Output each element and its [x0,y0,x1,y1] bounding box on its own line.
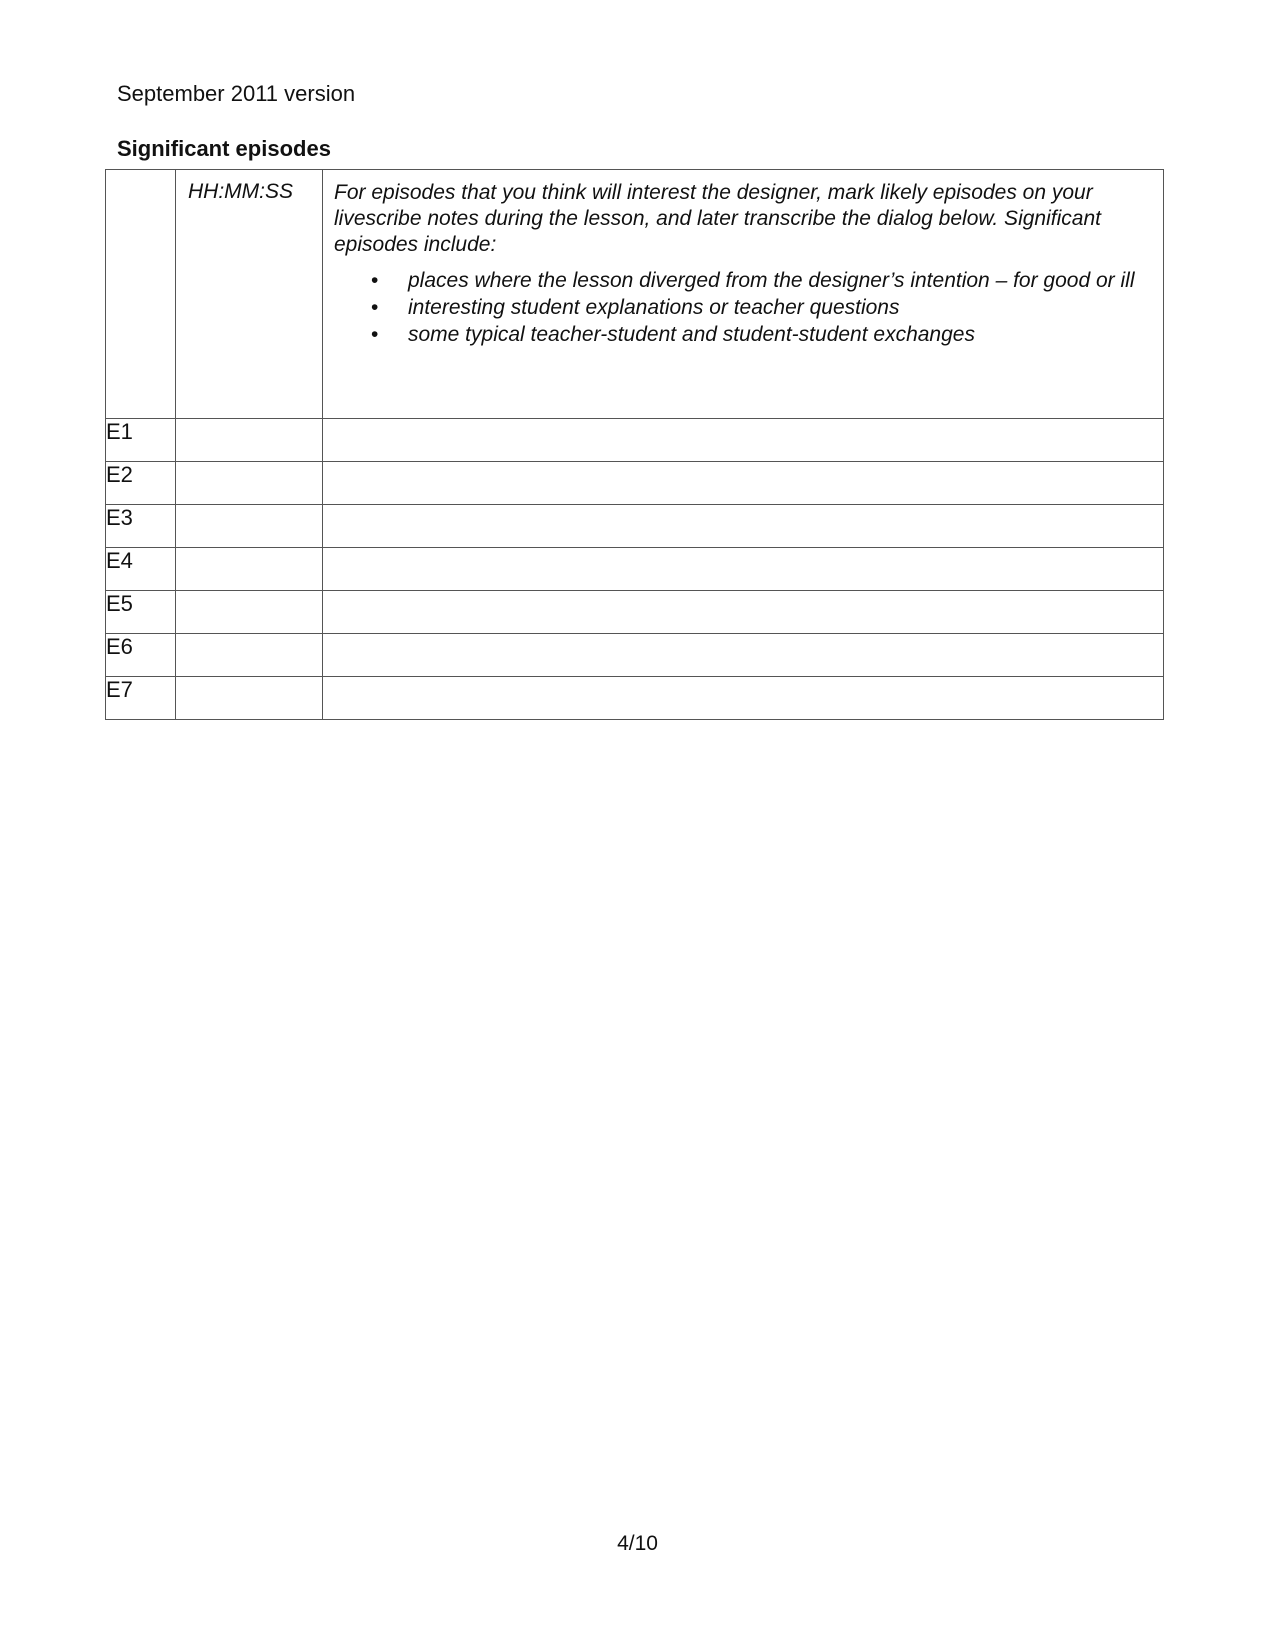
instructions-bullet-list [334,268,1153,348]
instruction-bullet: • places where the lesson diverged from the designer’s intention – for good or ill [408,268,1153,294]
episodes-table [105,169,1164,720]
episode-time-cell[interactable] [176,462,323,505]
episode-dialog-cell[interactable] [323,419,1164,462]
instruction-bullet: • interesting student explanations or teacher questions [408,295,1153,321]
episode-id: E7 [106,677,176,720]
page-number: 4/10 [617,1532,658,1555]
episode-time-cell[interactable] [176,505,323,548]
episode-time-cell[interactable] [176,591,323,634]
episode-id-header-cell [106,170,176,419]
version-note: September 2011 version [117,81,356,106]
episode-id: E3 [106,505,176,548]
episode-dialog-cell[interactable] [323,462,1164,505]
table-header-row [106,170,1164,419]
time-header-cell [176,170,323,419]
episode-time-cell[interactable] [176,419,323,462]
episode-id: E6 [106,634,176,677]
table-row [106,548,1164,591]
episode-dialog-cell[interactable] [323,677,1164,720]
episode-id: E4 [106,548,176,591]
episode-id: E1 [106,419,176,462]
instructions [323,170,1163,348]
episode-dialog-cell[interactable] [323,505,1164,548]
episode-dialog-cell[interactable] [323,634,1164,677]
table-row [106,591,1164,634]
table-row [106,677,1164,720]
table-row [106,505,1164,548]
episode-time-cell[interactable] [176,677,323,720]
episode-id: E2 [106,462,176,505]
table-row [106,462,1164,505]
episode-dialog-cell[interactable] [323,591,1164,634]
time-format-label: HH:MM:SS [188,180,293,203]
instruction-bullet: • some typical teacher-student and student-student exchanges [408,322,1153,348]
table-row [106,419,1164,462]
section-title: Significant episodes [117,136,331,161]
episode-time-cell[interactable] [176,548,323,591]
table-row [106,634,1164,677]
instructions-cell [323,170,1164,419]
instructions-intro: For episodes that you think will interest the designer, mark likely episodes on your livescribe notes during the lesson, and later transcribe the dialog below. Significant episodes include: [334,181,1101,256]
episode-id: E5 [106,591,176,634]
episode-dialog-cell[interactable] [323,548,1164,591]
episode-time-cell[interactable] [176,634,323,677]
